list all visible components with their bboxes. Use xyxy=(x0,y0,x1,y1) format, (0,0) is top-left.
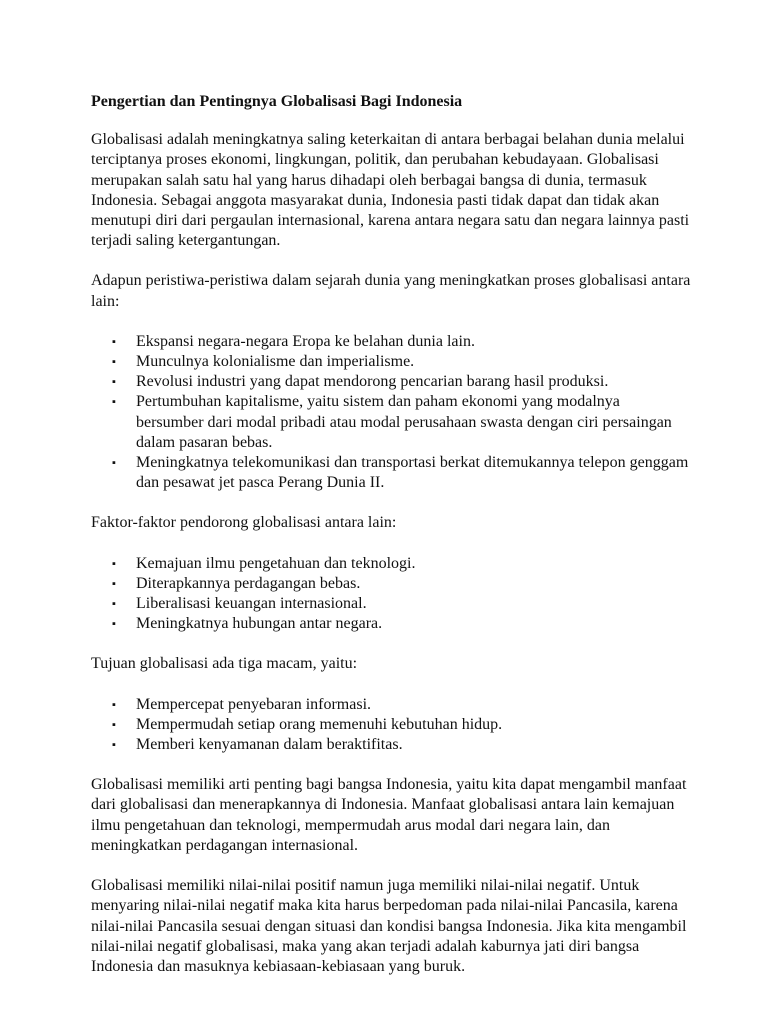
list-item: ▪ Liberalisasi keuangan internasional. xyxy=(136,594,691,614)
factors-list xyxy=(91,554,691,635)
events-list xyxy=(91,332,691,494)
factors-intro-paragraph: Faktor-faktor pendorong globalisasi antara lain: xyxy=(91,514,397,532)
list-item: ▪ Meningkatnya hubungan antar negara. xyxy=(136,614,691,634)
values-paragraph: Globalisasi memiliki nilai-nilai positif namun juga memiliki nilai-nilai negatif. Untuk menyaring nilai-nilai negatif maka kita harus berpedoman pada nilai-nilai Pancasila, karena nilai-nilai Pancasila sesuai dengan situasi dan kondisi bangsa Indonesia. Jika kita mengambil nilai-nilai negatif globalisasi, maka yang akan terjadi adalah kaburnya jati diri bangsa Indonesia dan masuknya kebiasaan-kebiasaan yang buruk. xyxy=(91,877,687,975)
document-page xyxy=(91,92,691,997)
list-item: ▪ Diterapkannya perdagangan bebas. xyxy=(136,574,691,594)
events-intro-paragraph: Adapun peristiwa-peristiwa dalam sejarah dunia yang meningkatkan proses globalisasi antara lain: xyxy=(91,272,691,310)
list-item: ▪ Kemajuan ilmu pengetahuan dan teknologi. xyxy=(136,554,691,574)
goals-intro-paragraph: Tujuan globalisasi ada tiga macam, yaitu: xyxy=(91,655,358,673)
list-item: ▪ Pertumbuhan kapitalisme, yaitu sistem dan paham ekonomi yang modalnya bersumber dari modal pribadi atau modal perusahaan swasta dengan ciri persaingan dalam pasaran bebas. xyxy=(136,392,691,453)
importance-paragraph: Globalisasi memiliki arti penting bagi bangsa Indonesia, yaitu kita dapat mengambil manfaat dari globalisasi dan menerapkannya di Indonesia. Manfaat globalisasi antara lain kemajuan ilmu pengetahuan dan teknologi, mempermudah arus modal dari negara lain, dan meningkatkan perdagangan internasional. xyxy=(91,776,687,854)
list-item: ▪ Revolusi industri yang dapat mendorong pencarian barang hasil produksi. xyxy=(136,372,691,392)
list-item: ▪ Meningkatnya telekomunikasi dan transportasi berkat ditemukannya telepon genggam dan pesawat jet pasca Perang Dunia II. xyxy=(136,453,691,493)
intro-paragraph: Globalisasi adalah meningkatnya saling keterkaitan di antara berbagai belahan dunia melalui terciptanya proses ekonomi, lingkungan, politik, dan perubahan kebudayaan. Globalisasi merupakan salah satu hal yang harus dihadapi oleh berbagai bangsa di dunia, termasuk Indonesia. Sebagai anggota masyarakat dunia, Indonesia pasti tidak dapat dan tidak akan menutupi diri dari pergaulan internasional, karena antara negara satu dan negara lainnya pasti terjadi saling ketergantungan. xyxy=(91,131,690,250)
list-item: ▪ Memberi kenyamanan dalam beraktifitas. xyxy=(136,735,691,755)
list-item: ▪ Ekspansi negara-negara Eropa ke belahan dunia lain. xyxy=(136,332,691,352)
document-title: Pengertian dan Pentingnya Globalisasi Bagi Indonesia xyxy=(91,93,463,110)
list-item: ▪ Munculnya kolonialisme dan imperialisme. xyxy=(136,352,691,372)
list-item: ▪ Mempermudah setiap orang memenuhi kebutuhan hidup. xyxy=(136,715,691,735)
goals-list xyxy=(91,695,691,756)
list-item: ▪ Mempercepat penyebaran informasi. xyxy=(136,695,691,715)
